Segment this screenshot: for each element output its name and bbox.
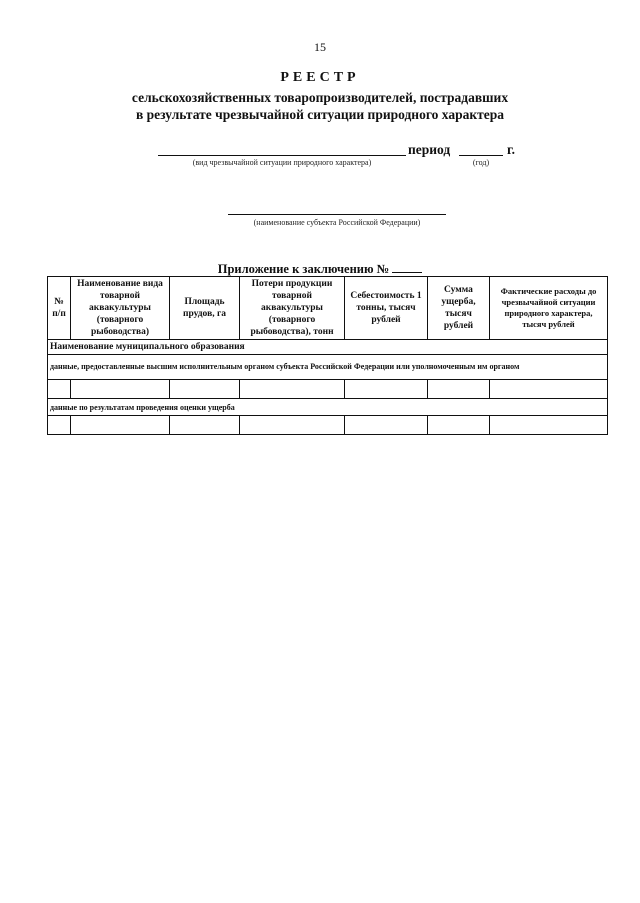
year-suffix: г.	[507, 142, 515, 157]
table-cell[interactable]	[48, 380, 71, 399]
header-actual-expenses: Фактические расходы до чрезвычайной ситуации природного характера, тысяч рублей	[490, 277, 608, 340]
authority-data-label: данные, предоставленные высшим исполнительным органом субъекта Российской Федерации или уполномоченным им органом	[48, 355, 608, 380]
header-cost-per-ton: Себестоимость 1 тонны, тысяч рублей	[345, 277, 428, 340]
table-cell[interactable]	[428, 416, 490, 435]
caption-emergency-type: (вид чрезвычайной ситуации природного характера)	[192, 158, 372, 167]
table-cell[interactable]	[170, 416, 240, 435]
table-cell[interactable]	[240, 380, 345, 399]
municipality-row	[48, 340, 608, 355]
page-number: 15	[314, 40, 326, 54]
table-cell[interactable]	[71, 416, 170, 435]
annex-number-line	[392, 272, 422, 273]
document-subtitle-line2: в результате чрезвычайной ситуации природного характера	[135, 107, 504, 122]
header-pond-area: Площадь прудов, га	[170, 277, 240, 340]
assessment-data-row	[48, 399, 608, 416]
table-cell[interactable]	[490, 416, 608, 435]
table-row	[48, 416, 608, 435]
header-species: Наименование вида товарной аквакультуры (товарного рыбоводства)	[71, 277, 170, 340]
caption-year: (год)	[472, 158, 490, 167]
document-title: РЕЕСТР	[280, 70, 360, 85]
table-header-row	[48, 277, 608, 340]
annex-title-text: Приложение к заключению №	[217, 262, 390, 276]
table-cell[interactable]	[428, 380, 490, 399]
table-cell[interactable]	[490, 380, 608, 399]
municipality-label: Наименование муниципального образования	[48, 340, 608, 355]
assessment-data-label: данные по результатам проведения оценки ущерба	[48, 399, 608, 416]
table-row	[48, 380, 608, 399]
emergency-type-line	[158, 155, 406, 156]
document-subtitle-line1: сельскохозяйственных товаропроизводителей, пострадавших	[131, 90, 509, 105]
caption-subject: (наименование субъекта Российской Федерации)	[253, 218, 421, 227]
header-number: № п/п	[48, 277, 71, 340]
authority-data-row	[48, 355, 608, 380]
header-production-loss: Потери продукции товарной аквакультуры (товарного рыбоводства), тонн	[240, 277, 345, 340]
table-cell[interactable]	[345, 380, 428, 399]
table-cell[interactable]	[71, 380, 170, 399]
registry-table	[47, 276, 608, 435]
annex-title	[0, 262, 640, 277]
table-cell[interactable]	[48, 416, 71, 435]
table-cell[interactable]	[240, 416, 345, 435]
subject-line	[228, 214, 446, 215]
period-label: период	[408, 142, 451, 157]
table-cell[interactable]	[345, 416, 428, 435]
table-cell[interactable]	[170, 380, 240, 399]
year-line	[459, 155, 503, 156]
header-damage-amount: Сумма ущерба, тысяч рублей	[428, 277, 490, 340]
